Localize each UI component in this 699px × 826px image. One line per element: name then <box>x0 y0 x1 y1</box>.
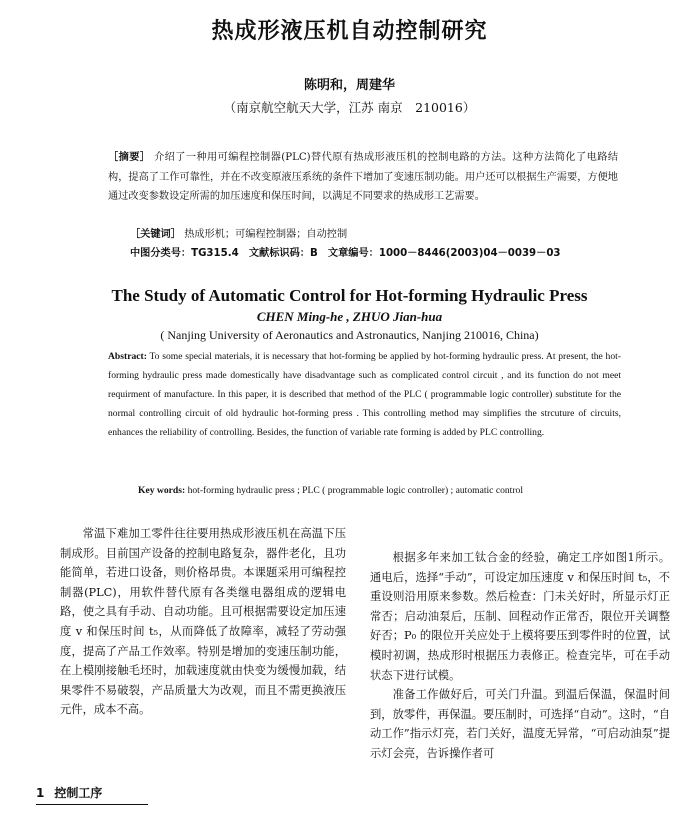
authors-en: CHEN Ming-he , ZHUO Jian-hua <box>256 309 443 324</box>
abstract-en <box>108 347 621 442</box>
paper-title-en: The Study of Automatic Control for Hot-forming Hydraulic Press <box>111 286 588 305</box>
abstract-cn-text: 介绍了一种用可编程控制器(PLC)替代原有热成形液压机的控制电路的方法。这种方法简化了电路结构，提高了工作可靠性，并在不改变原液压系统的条件下增加了变速压制功能。用户还可以根据生产需要，方便地通过改变参数设定所需的加压速度和保压时间，以满足不同要求的热成形工艺需要。 <box>108 152 619 202</box>
body-right-paragraph-2: 准备工作做好后，可关门升温。到温后保温，保温时间到，放零件，再保温。要压制时，可选择“自动”。这时，“自动工作”指示灯亮，若门关好，温度无异常，“可启动油泵”提示灯会亮，告诉操作者可 <box>370 688 670 760</box>
body-right-paragraph-1: 根据多年来加工钛合金的经验，确定工序如图1所示。通电后，选择“手动”，可设定加压速度 v 和保压时间 t₅，不重设则沿用原来参数。然后检查：门未关好时，所显示灯正常否；启动油泵后，压制、回程动作正常否，限位开关调整好否；P₀ 的限位开关应处于上模将要压到零件时的位置，试模时初调，热成形时根据压力表修正。检查完毕，可在手动状态下进行试模。 <box>370 551 670 682</box>
keywords-cn-label: ［关键词］ <box>130 229 181 240</box>
section-title: 控制工序 <box>54 786 103 800</box>
authors-cn: 陈明和，周建华 <box>303 78 395 93</box>
body-right-column <box>370 548 670 764</box>
keywords-en <box>138 485 618 496</box>
classification-line: 中图分类号：TG315.4 文献标识码：B 文章编号：1000－8446(2003)04－0039－03 <box>130 248 561 259</box>
keywords-en-label: Key words: <box>138 485 186 496</box>
body-left-paragraph: 常温下难加工零件往往要用热成形液压机在高温下压制成形。目前国产设备的控制电路复杂，器件老化，且功能简单，若进口设备，则价格昂贵。本课题采用可编程控制器(PLC)，用软件替代原有各类继电器组成的逻辑电路，使之具有手动、自动功能。且可根据需要设定加压速度 v 和保压时间 t₅，从而降低了故障率，减轻了劳动强度，提高了产品工作效率。特别是增加的变速压制功能，在上模刚接触毛坯时，加载速度就由快变为缓慢加载，结果零件不易破裂，产品质量大为改观，而且不需更换液压元件，成本不高。 <box>60 527 346 717</box>
keywords-cn <box>130 225 620 240</box>
paper-title-cn: 热成形液压机自动控制研究 <box>211 19 488 44</box>
affiliation-en: ( Nanjing University of Aeronautics and Astronautics, Nanjing 210016, China) <box>160 328 539 342</box>
keywords-cn-text: 热成形机；可编程控制器；自动控制 <box>184 229 348 240</box>
abstract-en-text: To some special materials, it is necessary that hot-forming be applied by hot-forming hydraulic press. At present, the hot-forming hydraulic press made domestically have disadvantage such as complicated control circuit , and its function do not meet requirment of manufacture. In this paper, it is described that method of the PLC ( programmable logic controller) substitute for the normal controlling circuit of old hydraulic hot-forming press . This controlling method may simplifies the strcuture of circuits, enhances the reliability of controlling. Besides, the function of variable rate forming is added by PLC controlling. <box>108 351 621 439</box>
abstract-en-label: Abstract: <box>108 351 147 362</box>
section-number: 1 <box>36 786 45 800</box>
section-heading <box>36 784 148 805</box>
abstract-cn-label: ［摘要］ <box>108 152 151 163</box>
affiliation-cn: （南京航空航天大学，江苏 南京 210016） <box>223 100 476 115</box>
keywords-en-text: hot-forming hydraulic press ; PLC ( programmable logic controller) ; automatic control <box>187 485 524 496</box>
body-left-column <box>60 524 346 720</box>
abstract-cn <box>108 148 618 207</box>
